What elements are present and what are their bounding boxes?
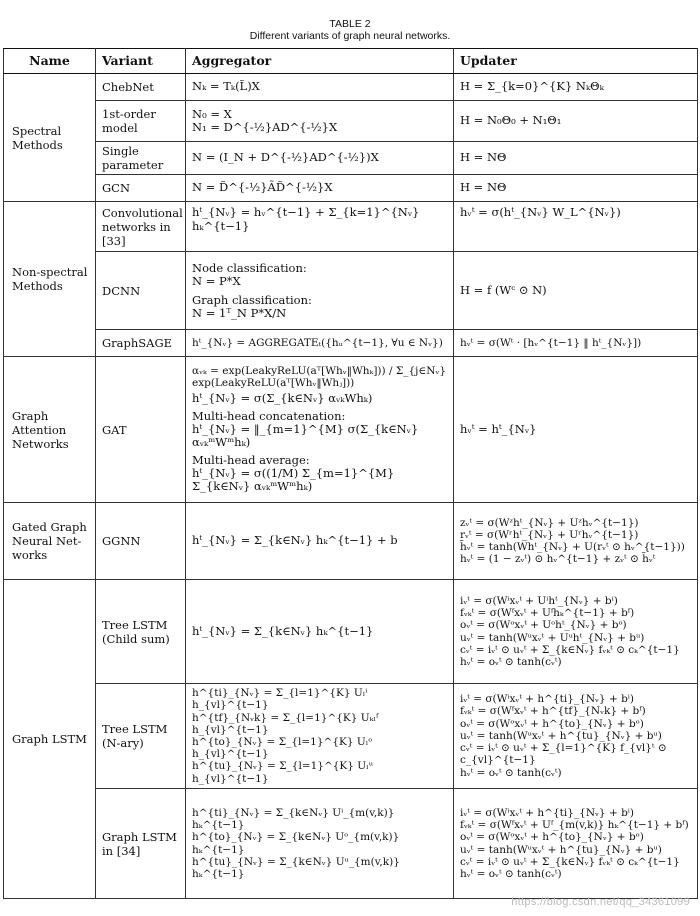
- aggregator-ggnn: hᵗ_{Nᵥ} = Σ_{k∈Nᵥ} hₖ^{t−1} + b: [186, 503, 454, 580]
- header-updater: Updater: [454, 49, 698, 74]
- table-row-single-parameter: [4, 142, 698, 175]
- variant-gat: GAT: [96, 357, 186, 503]
- table-row-tree-lstm-child-sum: [4, 580, 698, 684]
- updater-gat: hᵥᵗ = hᵗ_{Nᵥ}: [454, 357, 698, 503]
- category-non-spectral-methods: Non-spectral Methods: [4, 202, 96, 357]
- aggregator-first-order: N₀ = X N₁ = D^{-½}AD^{-½}X: [186, 101, 454, 142]
- table-row-first-order: [4, 101, 698, 142]
- category-spectral-methods: Spectral Methods: [4, 74, 96, 202]
- updater-chebnet: H = Σ_{k=0}^{K} NₖΘₖ: [454, 74, 698, 101]
- header-variant: Variant: [96, 49, 186, 74]
- aggregator-dcnn: [186, 252, 454, 330]
- dcnn-node-formula: N = P*X: [192, 274, 241, 288]
- variant-tree-lstm-child-sum: Tree LSTM (Child sum): [96, 580, 186, 684]
- updater-tree-lstm-child-sum: iᵥᵗ = σ(Wⁱxᵥᵗ + Uⁱhᵗ_{Nᵥ} + bⁱ) fᵥₖᵗ = σ(Wᶠxᵥᵗ + Uᶠhₖ^{t−1} + bᶠ) oᵥᵗ = σ(Wᵒxᵥᵗ + Uᵒhᵗ_{Nᵥ} + bᵒ) uᵥᵗ = tanh(Wᵘxᵥᵗ + Uᵘhᵗ_{Nᵥ} + bᵘ) cᵥᵗ = iᵥᵗ ⊙ uᵥᵗ + Σ_{k∈Nᵥ} fᵥₖᵗ ⊙ cₖ^{t−1} hᵥᵗ = oᵥᵗ ⊙ tanh(cᵥᵗ): [454, 580, 698, 684]
- category-graph-lstm: Graph LSTM: [4, 580, 96, 899]
- updater-first-order: H = N₀Θ₀ + N₁Θ₁: [454, 101, 698, 142]
- gat-average-formula: hᵗ_{Nᵥ} = σ((1/M) Σ_{m=1}^{M} Σ_{k∈Nᵥ} αᵥₖᵐWᵐhₖ): [192, 465, 395, 494]
- gat-attention-formula: αᵥₖ = exp(LeakyReLU(aᵀ[Whᵥ‖Whₖ])) / Σ_{j∈Nᵥ} exp(LeakyReLU(aᵀ[Whᵥ‖Whⱼ])): [192, 365, 446, 390]
- gat-average-label: Multi-head average:: [192, 452, 310, 467]
- table-row-chebnet: [4, 74, 698, 101]
- dcnn-node-label: Node classification:: [192, 261, 307, 275]
- aggregator-graph-lstm-34: h^{ti}_{Nᵥ} = Σ_{k∈Nᵥ} Uⁱ_{m(v,k)} hₖ^{t−1} h^{to}_{Nᵥ} = Σ_{k∈Nᵥ} Uᵒ_{m(v,k)} hₖ^{t−1} h^{tu}_{Nᵥ} = Σ_{k∈Nᵥ} Uᵘ_{m(v,k)} hₖ^{t−1}: [186, 789, 454, 899]
- table-row-gcn: [4, 175, 698, 202]
- aggregator-tree-lstm-nary: h^{ti}_{Nᵥ} = Σ_{l=1}^{K} Uₗⁱ h_{vl}^{t−1} h^{tf}_{Nᵥk} = Σ_{l=1}^{K} Uₖₗᶠ h_{vl}^{t−1} h^{to}_{Nᵥ} = Σ_{l=1}^{K} Uₗᵒ h_{vl}^{t−1} h^{tu}_{Nᵥ} = Σ_{l=1}^{K} Uₗᵘ h_{vl}^{t−1}: [186, 684, 454, 789]
- variant-tree-lstm-nary: Tree LSTM (N-ary): [96, 684, 186, 789]
- variant-ggnn: GGNN: [96, 503, 186, 580]
- header-aggregator: Aggregator: [186, 49, 454, 74]
- header-row: [4, 49, 698, 74]
- table-title: Different variants of graph neural networks.: [249, 30, 451, 42]
- table-row-tree-lstm-nary: [4, 684, 698, 789]
- table-row-convolutional-networks: [4, 202, 698, 252]
- variant-chebnet: ChebNet: [96, 74, 186, 101]
- aggregator-convolutional-networks: hᵗ_{Nᵥ} = hᵥ^{t−1} + Σ_{k=1}^{Nᵥ} hₖ^{t−1}: [186, 202, 454, 252]
- variant-single-parameter: Single parameter: [96, 142, 186, 175]
- category-graph-attention-networks: Graph Attention Networks: [4, 357, 96, 503]
- aggregator-gat: [186, 357, 454, 503]
- aggregator-gcn: N = D̃^{-½}ÃD̃^{-½}X: [186, 175, 454, 202]
- variant-dcnn: DCNN: [96, 252, 186, 330]
- updater-graphsage: hᵥᵗ = σ(Wᵗ · [hᵥ^{t−1} ‖ hᵗ_{Nᵥ}]): [454, 330, 698, 357]
- gat-concat-label: Multi-head concatenation:: [192, 408, 346, 423]
- updater-tree-lstm-nary: iᵥᵗ = σ(Wⁱxᵥᵗ + h^{ti}_{Nᵥ} + bⁱ) fᵥₖᵗ = σ(Wᶠxᵥᵗ + h^{tf}_{Nᵥk} + bᶠ) oᵥᵗ = σ(Wᵒxᵥᵗ + h^{to}_{Nᵥ} + bᵒ) uᵥᵗ = tanh(Wᵘxᵥᵗ + h^{tu}_{Nᵥ} + bᵘ) cᵥᵗ = iᵥᵗ ⊙ uᵥᵗ + Σ_{l=1}^{K} f_{vl}ᵗ ⊙ c_{vl}^{t−1} hᵥᵗ = oᵥᵗ ⊙ tanh(cᵥᵗ): [454, 684, 698, 789]
- gat-concat-formula: hᵗ_{Nᵥ} = ‖_{m=1}^{M} σ(Σ_{k∈Nᵥ} αᵥₖᵐWᵐhₖ): [192, 421, 419, 450]
- variant-graph-lstm-34: Graph LSTM in [34]: [96, 789, 186, 899]
- table-row-graphsage: [4, 330, 698, 357]
- table-number: TABLE 2: [329, 18, 371, 30]
- table-row-graph-lstm-34: [4, 789, 698, 899]
- updater-convolutional-networks: hᵥᵗ = σ(hᵗ_{Nᵥ} W_L^{Nᵥ}): [454, 202, 698, 252]
- gat-single-head-formula: hᵗ_{Nᵥ} = σ(Σ_{k∈Nᵥ} αᵥₖWhₖ): [192, 391, 373, 406]
- variant-convolutional-networks: Convolutional networks in [33]: [96, 202, 186, 252]
- aggregator-single-parameter: N = (I_N + D^{-½}AD^{-½})X: [186, 142, 454, 175]
- updater-single-parameter: H = NΘ: [454, 142, 698, 175]
- dcnn-graph-formula: N = 1ᵀ_N P*X/N: [192, 305, 287, 320]
- table-row-gat: [4, 357, 698, 503]
- variant-graphsage: GraphSAGE: [96, 330, 186, 357]
- table-row-dcnn: [4, 252, 698, 330]
- aggregator-chebnet: Nₖ = Tₖ(L̃)X: [186, 74, 454, 101]
- updater-dcnn: H = f (Wᶜ ⊙ N): [454, 252, 698, 330]
- variant-gcn: GCN: [96, 175, 186, 202]
- gnn-variants-table: [3, 48, 698, 899]
- header-name: Name: [4, 49, 96, 74]
- dcnn-graph-label: Graph classification:: [192, 292, 312, 307]
- watermark: https://blog.csdn.net/qq_34361099: [511, 896, 690, 908]
- aggregator-graphsage: hᵗ_{Nᵥ} = AGGREGATEₜ({hᵤ^{t−1}, ∀u ∈ Nᵥ}): [186, 330, 454, 357]
- aggregator-tree-lstm-child-sum: hᵗ_{Nᵥ} = Σ_{k∈Nᵥ} hₖ^{t−1}: [186, 580, 454, 684]
- updater-gcn: H = NΘ: [454, 175, 698, 202]
- updater-ggnn: zᵥᵗ = σ(Wᶻhᵗ_{Nᵥ} + Uᶻhᵥ^{t−1}) rᵥᵗ = σ(Wʳhᵗ_{Nᵥ} + Uʳhᵥ^{t−1}) h̃ᵥᵗ = tanh(Whᵗ_{Nᵥ} + U(rᵥᵗ ⊙ hᵥ^{t−1})) hᵥᵗ = (1 − zᵥᵗ) ⊙ hᵥ^{t−1} + zᵥᵗ ⊙ h̃ᵥᵗ: [454, 503, 698, 580]
- table-row-ggnn: [4, 503, 698, 580]
- category-gated-graph-neural-networks: Gated Graph Neural Net- works: [4, 503, 96, 580]
- variant-first-order: 1st-order model: [96, 101, 186, 142]
- updater-graph-lstm-34: iᵥᵗ = σ(Wⁱxᵥᵗ + h^{ti}_{Nᵥ} + bⁱ) fᵥₖᵗ = σ(Wᶠxᵥᵗ + Uᶠ_{m(v,k)} hₖ^{t−1} + bᶠ) oᵥᵗ = σ(Wᵒxᵥᵗ + h^{to}_{Nᵥ} + bᵒ) uᵥᵗ = tanh(Wᵘxᵥᵗ + h^{tu}_{Nᵥ} + bᵘ) cᵥᵗ = iᵥᵗ ⊙ uᵥᵗ + Σ_{k∈Nᵥ} fᵥₖᵗ ⊙ cₖ^{t−1} hᵥᵗ = oᵥᵗ ⊙ tanh(cᵥᵗ): [454, 789, 698, 899]
